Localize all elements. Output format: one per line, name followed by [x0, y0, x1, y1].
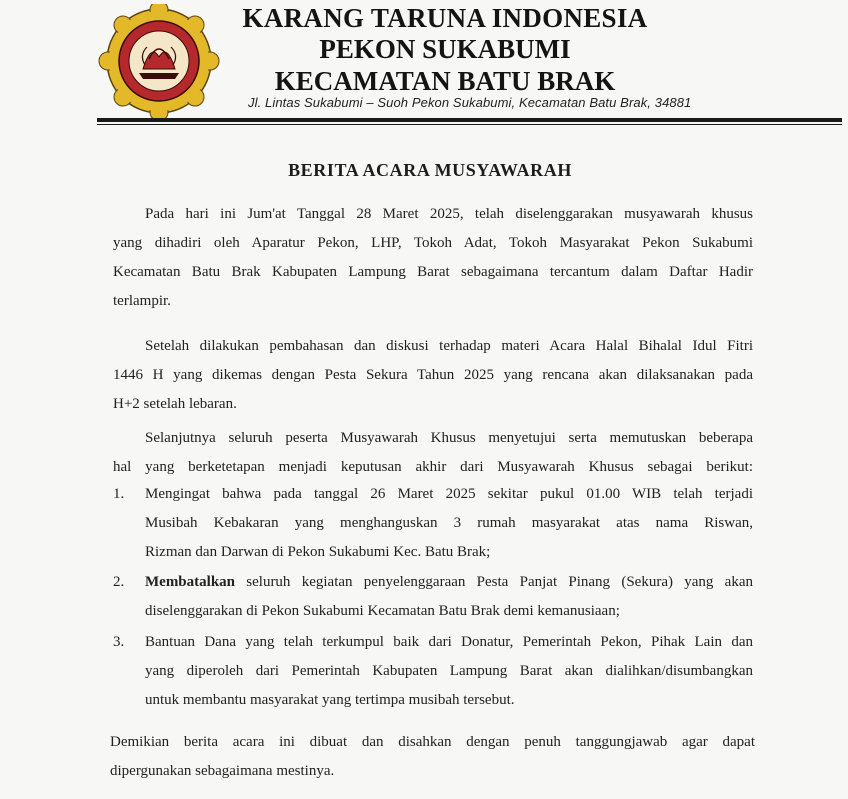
list-item-line: untuk membantu masyarakat yang tertimpa musibah tersebut. [145, 692, 515, 708]
paragraph-line: 1446 H yang dikemas dengan Pesta Sekura Tahun 2025 yang rencana akan dilaksanakan pada [113, 367, 753, 383]
document-title: BERITA ACARA MUSYAWARAH [288, 160, 572, 180]
paragraph-opening [113, 200, 753, 316]
paragraph-closing [110, 728, 755, 786]
list-item-line: Bantuan Dana yang telah terkumpul baik dari Donatur, Pemerintah Pekon, Pihak Lain dan [145, 634, 753, 650]
header-divider-thin [97, 124, 842, 125]
org-name-line1: KARANG TARUNA INDONESIA [242, 3, 648, 33]
list-item-line: Rizman dan Darwan di Pekon Sukabumi Kec. Batu Brak; [145, 544, 491, 560]
paragraph-decision-intro [113, 424, 753, 482]
list-item-line: Musibah Kebakaran yang menghanguskan 3 rumah masyarakat atas nama Riswan, [145, 515, 753, 531]
paragraph-line: Selanjutnya seluruh peserta Musyawarah Khusus menyetujui serta memutuskan beberapa [145, 430, 753, 446]
list-item-line [145, 568, 753, 597]
paragraph-line: Kecamatan Batu Brak Kabupaten Lampung Barat sebagaimana tercantum dalam Daftar Hadir [113, 264, 753, 280]
org-name-line2: PEKON SUKABUMI [319, 34, 571, 64]
list-item-number: 2. [113, 574, 125, 590]
paragraph-line: Pada hari ini Jum'at Tanggal 28 Maret 2025, telah diselenggarakan musyawarah khusus [145, 206, 753, 222]
header-divider-thick [97, 118, 842, 122]
paragraph-line: dipergunakan sebagaimana mestinya. [110, 763, 335, 779]
list-item-line: diselenggarakan di Pekon Sukabumi Kecamatan Batu Brak demi kemanusiaan; [145, 603, 620, 619]
paragraph-discussion [113, 332, 753, 419]
list-item-line: Mengingat bahwa pada tanggal 26 Maret 2025 sekitar pukul 01.00 WIB telah terjadi [145, 486, 753, 502]
organization-header [225, 4, 665, 97]
paragraph-line: hal yang berketetapan menjadi keputusan akhir dari Musyawarah Khusus sebagai berikut: [113, 459, 753, 475]
list-item-number: 1. [113, 486, 125, 502]
karang-taruna-logo [98, 4, 220, 118]
org-name-line3: KECAMATAN BATU BRAK [274, 66, 616, 96]
list-item-line-rest: seluruh kegiatan penyelenggaraan Pesta Panjat Pinang (Sekura) yang akan [235, 574, 753, 590]
org-address: Jl. Lintas Sukabumi – Suoh Pekon Sukabumi, Kecamatan Batu Brak, 34881 [248, 95, 692, 110]
paragraph-line: terlampir. [113, 293, 171, 309]
list-item-number: 3. [113, 634, 125, 650]
list-item-line: yang diperoleh dari Pemerintah Kabupaten Lampung Barat akan dialihkan/disumbangkan [145, 663, 753, 679]
paragraph-line: Setelah dilakukan pembahasan dan diskusi terhadap materi Acara Halal Bihalal Idul Fitri [145, 338, 753, 354]
paragraph-line: yang dihadiri oleh Aparatur Pekon, LHP, Tokoh Adat, Tokoh Masyarakat Pekon Sukabumi [113, 235, 753, 251]
paragraph-line: Demikian berita acara ini dibuat dan disahkan dengan penuh tanggungjawab agar dapat [110, 734, 755, 750]
paragraph-line: H+2 setelah lebaran. [113, 396, 237, 412]
emphasis-keyword: Membatalkan [145, 574, 235, 590]
